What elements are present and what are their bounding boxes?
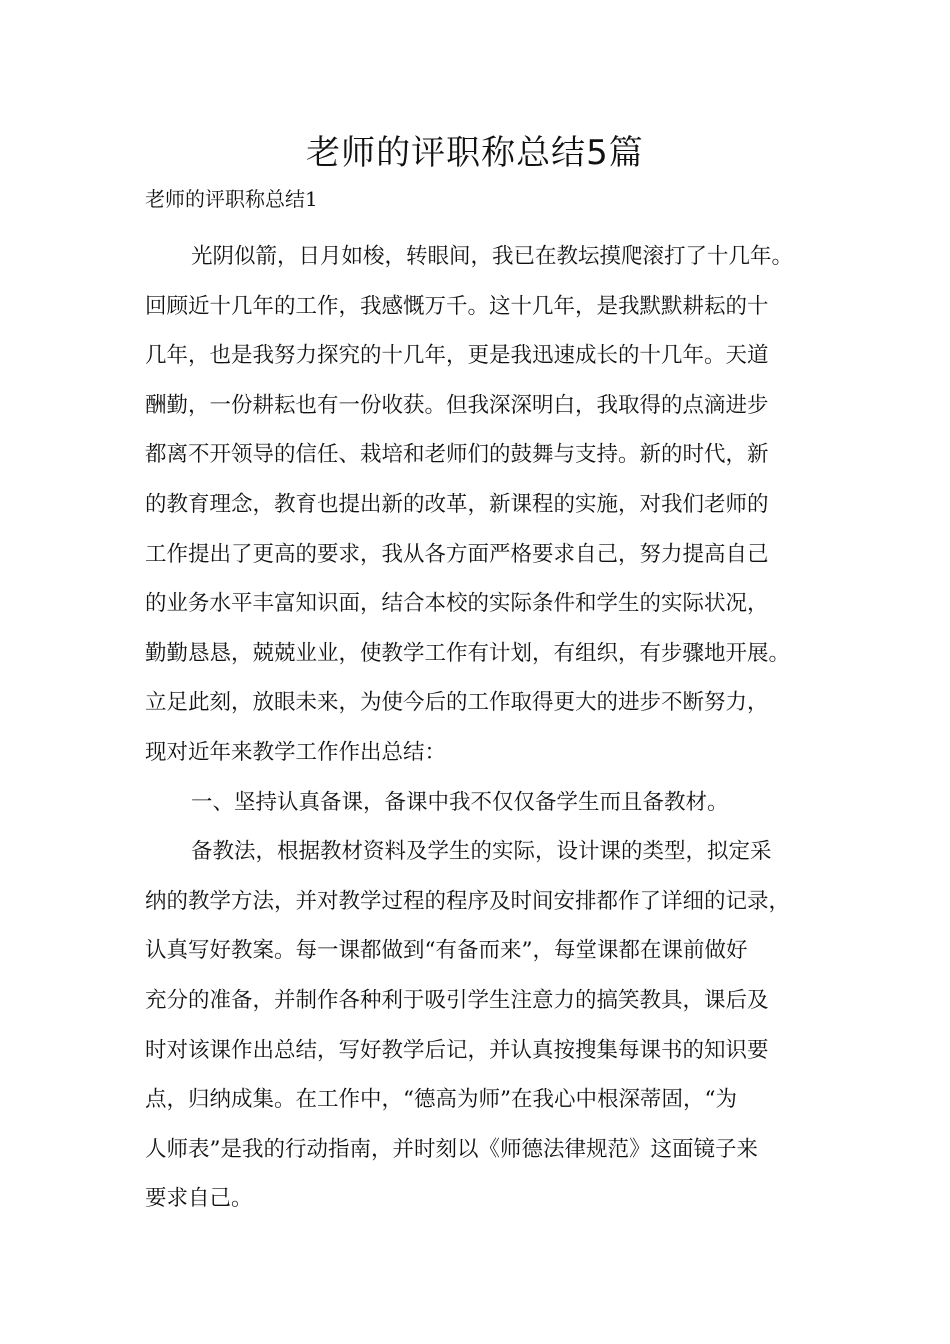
text-line: 备教法，根据教材资料及学生的实际，设计课的类型，拟定采 [191,839,772,865]
page-title: 老师的评职称总结5篇 [306,133,644,173]
text-line: 一、坚持认真备课，备课中我不仅仅备学生而且备教材。 [191,789,729,815]
section-heading: 老师的评职称总结1 [145,187,318,211]
text-line: 要求自己。 [145,1186,253,1212]
text-line: 充分的准备，并制作各种利于吸引学生注意力的搞笑教具，课后及 [145,987,769,1013]
text-line: 点，归纳成集。在工作中，“德高为师”在我心中根深蒂固，“为 [145,1087,737,1113]
text-line: 的业务水平丰富知识面，结合本校的实际条件和学生的实际状况， [145,591,769,617]
text-line: 认真写好教案。每一课都做到“有备而来”，每堂课都在课前做好 [145,938,748,964]
text-line: 时对该课作出总结，写好教学后记，并认真按搜集每课书的知识要 [145,1037,769,1063]
text-line: 酬勤，一份耕耘也有一份收获。但我深深明白，我取得的点滴进步 [145,392,769,418]
text-line: 几年，也是我努力探究的十几年，更是我迅速成长的十几年。天道 [145,343,769,369]
text-line: 人师表”是我的行动指南，并时刻以《师德法律规范》这面镜子来 [145,1136,758,1162]
text-line: 勤勤恳恳，兢兢业业，使教学工作有计划，有组织，有步骤地开展。 [145,640,791,666]
text-line: 都离不开领导的信任、栽培和老师们的鼓舞与支持。新的时代，新 [145,442,769,468]
text-line: 回顾近十几年的工作，我感慨万千。这十几年，是我默默耕耘的十 [145,293,769,319]
text-line: 现对近年来教学工作作出总结： [145,739,447,765]
text-line: 纳的教学方法，并对教学过程的程序及时间安排都作了详细的记录， [145,888,791,914]
text-line: 工作提出了更高的要求，我从各方面严格要求自己，努力提高自己 [145,541,769,567]
text-line: 立足此刻，放眼未来，为使今后的工作取得更大的进步不断努力， [145,690,769,716]
document-body [145,232,835,1224]
text-line: 光阴似箭，日月如梭，转眼间，我已在教坛摸爬滚打了十几年。 [191,244,794,269]
text-line: 的教育理念，教育也提出新的改革，新课程的实施，对我们老师的 [145,491,769,517]
